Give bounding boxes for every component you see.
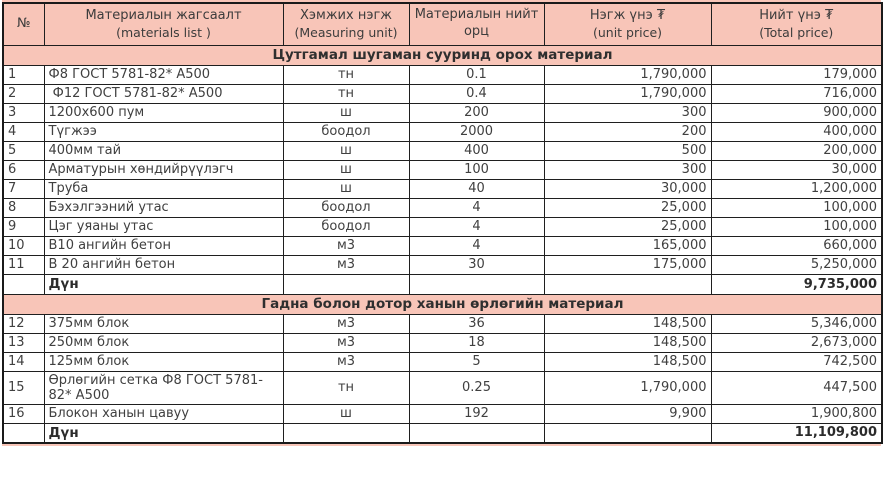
unit-price: 300 [544, 160, 711, 179]
material-name: 375мм блок [44, 314, 283, 333]
total-price: 5,346,000 [711, 314, 882, 333]
total-price: 2,673,000 [711, 333, 882, 352]
table-row [3, 103, 882, 122]
section-title: Цутгамал шугаман сууринд орох материал [3, 45, 882, 65]
measuring-unit: тн [283, 371, 409, 404]
quantity: 0.25 [409, 371, 544, 404]
bottom-cutoff-row-strip [2, 444, 881, 446]
total-empty-number [3, 274, 44, 294]
total-price: 179,000 [711, 65, 882, 84]
unit-price: 1,790,000 [544, 65, 711, 84]
section-title: Гадна болон дотор ханын өрлөгийн материал [3, 294, 882, 314]
material-name: Өрлөгийн сетка Ф8 ГОСТ 5781-82* А500 [44, 371, 283, 404]
col-header-total-price [711, 3, 882, 45]
row-number: 16 [3, 404, 44, 423]
total-empty-quantity [409, 274, 544, 294]
row-number: 13 [3, 333, 44, 352]
total-price: 1,200,000 [711, 179, 882, 198]
total-value: 9,735,000 [711, 274, 882, 294]
material-name: 1200х600 пум [44, 103, 283, 122]
col-header-materials-list [44, 3, 283, 45]
measuring-unit: м3 [283, 236, 409, 255]
unit-price: 500 [544, 141, 711, 160]
row-number: 7 [3, 179, 44, 198]
col-header-unit-label: Хэмжих нэгж [299, 7, 392, 23]
total-label: Дүн [44, 423, 283, 443]
row-number: 4 [3, 122, 44, 141]
row-number: 10 [3, 236, 44, 255]
col-header-measuring-unit [283, 3, 409, 45]
total-empty-unit [283, 274, 409, 294]
row-number: 8 [3, 198, 44, 217]
section-header-row [3, 45, 882, 65]
row-number: 11 [3, 255, 44, 274]
material-name: Ф12 ГОСТ 5781-82* А500 [44, 84, 283, 103]
table-row [3, 352, 882, 371]
row-number: 14 [3, 352, 44, 371]
measuring-unit: ш [283, 103, 409, 122]
measuring-unit: боодол [283, 122, 409, 141]
unit-price: 25,000 [544, 217, 711, 236]
material-name: Бэхэлгээний утас [44, 198, 283, 217]
measuring-unit: боодол [283, 198, 409, 217]
table-row [3, 255, 882, 274]
measuring-unit: м3 [283, 255, 409, 274]
material-name: 400мм тай [44, 141, 283, 160]
measuring-unit: тн [283, 84, 409, 103]
table-row [3, 122, 882, 141]
col-header-materials-sublabel: (materials list ) [116, 24, 211, 40]
quantity: 4 [409, 236, 544, 255]
quantity: 100 [409, 160, 544, 179]
quantity: 4 [409, 217, 544, 236]
material-name: Түгжээ [44, 122, 283, 141]
total-empty-quantity [409, 423, 544, 443]
quantity: 0.1 [409, 65, 544, 84]
quantity: 0.4 [409, 84, 544, 103]
quantity: 4 [409, 198, 544, 217]
material-name: Цэг уяаны утас [44, 217, 283, 236]
col-header-total-quantity [409, 3, 544, 45]
material-name: 125мм блок [44, 352, 283, 371]
table-row [3, 236, 882, 255]
col-header-total-price-sublabel: (Total price) [759, 24, 834, 40]
quantity: 36 [409, 314, 544, 333]
material-name: 250мм блок [44, 333, 283, 352]
table-row [3, 217, 882, 236]
total-empty-number [3, 423, 44, 443]
total-price: 716,000 [711, 84, 882, 103]
table-row [3, 371, 882, 404]
measuring-unit: ш [283, 179, 409, 198]
unit-price: 175,000 [544, 255, 711, 274]
quantity: 200 [409, 103, 544, 122]
total-empty-unit [283, 423, 409, 443]
table-row [3, 333, 882, 352]
col-header-unit-sublabel: (Measuring unit) [294, 24, 398, 40]
total-value: 11,109,800 [711, 423, 882, 443]
unit-price: 1,790,000 [544, 371, 711, 404]
total-price: 400,000 [711, 122, 882, 141]
col-header-number [3, 3, 44, 45]
quantity: 18 [409, 333, 544, 352]
col-header-total-price-label: Нийт үнэ ₮ [759, 7, 834, 23]
quantity: 2000 [409, 122, 544, 141]
col-header-unit-price-label: Нэгж үнэ ₮ [589, 7, 666, 23]
unit-price: 9,900 [544, 404, 711, 423]
materials-table [2, 2, 883, 444]
row-number: 2 [3, 84, 44, 103]
total-price: 900,000 [711, 103, 882, 122]
table-row [3, 160, 882, 179]
unit-price: 165,000 [544, 236, 711, 255]
unit-price: 200 [544, 122, 711, 141]
table-row [3, 314, 882, 333]
section-total-row [3, 274, 882, 294]
row-number: 3 [3, 103, 44, 122]
measuring-unit: м3 [283, 314, 409, 333]
row-number: 5 [3, 141, 44, 160]
materials-cost-sheet [2, 0, 881, 446]
unit-price: 148,500 [544, 333, 711, 352]
section-header-row [3, 294, 882, 314]
total-price: 200,000 [711, 141, 882, 160]
table-row [3, 404, 882, 423]
measuring-unit: ш [283, 160, 409, 179]
table-row [3, 84, 882, 103]
table-row [3, 65, 882, 84]
total-price: 5,250,000 [711, 255, 882, 274]
row-number: 15 [3, 371, 44, 404]
table-row [3, 141, 882, 160]
col-header-materials-label: Материалын жагсаалт [85, 7, 242, 23]
total-empty-unit-price [544, 423, 711, 443]
material-name: Труба [44, 179, 283, 198]
unit-price: 30,000 [544, 179, 711, 198]
unit-price: 148,500 [544, 314, 711, 333]
row-number: 1 [3, 65, 44, 84]
table-row [3, 198, 882, 217]
unit-price: 25,000 [544, 198, 711, 217]
total-price: 660,000 [711, 236, 882, 255]
total-price: 742,500 [711, 352, 882, 371]
row-number: 6 [3, 160, 44, 179]
total-price: 1,900,800 [711, 404, 882, 423]
material-name: Арматурын хөндийрүүлэгч [44, 160, 283, 179]
measuring-unit: боодол [283, 217, 409, 236]
quantity: 40 [409, 179, 544, 198]
col-header-number-label: № [16, 15, 31, 31]
material-name: Ф8 ГОСТ 5781-82* А500 [44, 65, 283, 84]
col-header-quantity-label: Материалын нийт орц [414, 7, 539, 40]
total-price: 100,000 [711, 217, 882, 236]
col-header-unit-price-sublabel: (unit price) [592, 24, 663, 40]
row-number: 9 [3, 217, 44, 236]
total-label: Дүн [44, 274, 283, 294]
col-header-unit-price [544, 3, 711, 45]
quantity: 5 [409, 352, 544, 371]
measuring-unit: м3 [283, 333, 409, 352]
material-name: В 20 ангийн бетон [44, 255, 283, 274]
header-row [3, 3, 882, 45]
material-name: Блокон ханын цавуу [44, 404, 283, 423]
measuring-unit: тн [283, 65, 409, 84]
table-row [3, 179, 882, 198]
unit-price: 300 [544, 103, 711, 122]
quantity: 400 [409, 141, 544, 160]
measuring-unit: ш [283, 141, 409, 160]
measuring-unit: м3 [283, 352, 409, 371]
total-price: 30,000 [711, 160, 882, 179]
total-empty-unit-price [544, 274, 711, 294]
measuring-unit: ш [283, 404, 409, 423]
quantity: 192 [409, 404, 544, 423]
section-total-row [3, 423, 882, 443]
total-price: 100,000 [711, 198, 882, 217]
row-number: 12 [3, 314, 44, 333]
unit-price: 148,500 [544, 352, 711, 371]
total-price: 447,500 [711, 371, 882, 404]
quantity: 30 [409, 255, 544, 274]
material-name: В10 ангийн бетон [44, 236, 283, 255]
unit-price: 1,790,000 [544, 84, 711, 103]
